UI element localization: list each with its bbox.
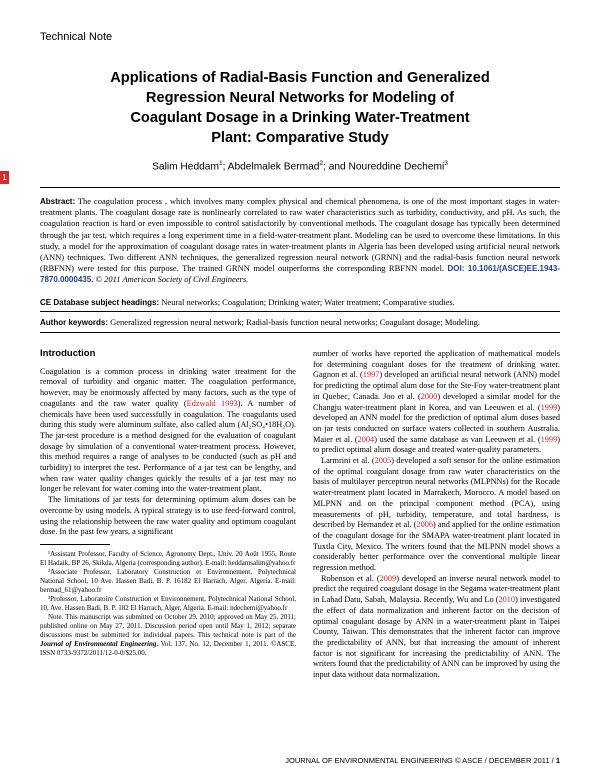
journal-name: Journal of Environmental Engineering <box>40 639 157 648</box>
paragraph-text: ) used the same database as van Leeuwen et al. ( <box>374 434 541 444</box>
paragraph-text: Robenson et al. ( <box>321 573 380 583</box>
citation-link[interactable]: 1999 <box>540 402 558 412</box>
right-column <box>313 349 560 681</box>
keywords-top-rule <box>40 311 560 312</box>
paragraph-text: Coagulation is a common process in drinking water treatment for the removal of turbidity and organic matter. The coagulation performance, however, may be enormously affected by many factors, such as the type of coagulants and the raw water quality ( <box>40 366 296 408</box>
page-footer <box>285 756 560 765</box>
subject-headings <box>40 297 560 308</box>
author-affiliation-mark: 1 <box>218 160 223 167</box>
title-line: Plant: Comparative Study <box>211 130 389 146</box>
left-column <box>40 349 296 658</box>
copyright-notice: © 2011 American Society of Civil Engineers. <box>93 274 249 285</box>
title-line: Regression Neural Networks for Modeling of <box>145 90 455 106</box>
author-separator: ; <box>222 161 228 173</box>
paragraph-text: ) developed a soft sensor for the online estimation of the optimal coagulant dosage from raw water characteristics on the basis of multilayer perceptron neural networks (MLPNNs) for the Rocade water-treatment plant located in Marrakech, Morocco. A model based on MLPNN and on the principal component method (PCA), using measurements of pH, turbidity, temperature, and total hardness, is described by Hernandez et al. ( <box>313 456 560 530</box>
abstract-body: The coagulation process , which involves many complex physical and chemical phenomena, is one of the most important stages in water-treatment plants. The coagulant dosage rate is nonlinearly correlated to raw water characteristics such as turbidity, conductivity, and pH. As such, the coagulation reaction is hard or even impossible to control satisfactorily by conventional methods. The coagulant dosage has typically been determined through the jar test, which requires a long experiment time in a field-water-treatment plant. Modeling can be used to overcome these limitations. In this study, a model for the approximation of coagulant dosage rates in water-treatment plants in Algeria has been developed using artificial neural network (ANN) techniques. Two different ANN techniques, the generalized regression neural network (GRNN) and the radial-basis function neural network (RBFNN) were tested for this purpose. The trained GRNN model outperforms the corresponding RBFNN model. <box>40 196 560 274</box>
body-paragraph <box>40 367 296 495</box>
author-affiliation-mark: 3 <box>444 160 448 167</box>
abstract-top-rule <box>40 187 560 188</box>
note-text: , Vol. 137, No. 12, December 1, 2011. ©ASCE, ISSN 0733-9372/2011/12-0-0/$25.00. <box>40 639 296 657</box>
author-name: Salim Heddam <box>152 161 219 173</box>
author-separator: ; and <box>323 161 349 173</box>
citation-link[interactable]: 2005 <box>374 456 392 466</box>
body-paragraph: The limitations of jar tests for determining optimum alum doses can be overcome by using models. A typical strategy is to use feed-forward control, using the relationship between the raw water quality and optimum coagulant dose. In the past few years, a significant <box>40 495 296 537</box>
note-text: Note. This manuscript was submitted on October 29, 2010; approved on May 25, 2011; published online on May 27, 2011. Discussion period open until May 1, 2012; separate discussions must be submitted for individual papers. This technical note is part of the <box>40 612 296 639</box>
author-name: Abdelmalek Bermad <box>227 161 320 173</box>
citation-link[interactable]: 2000 <box>420 391 438 401</box>
paragraph-text: Larmrini et al. ( <box>321 456 375 466</box>
subject-headings-label: CE Database subject headings: <box>40 298 160 307</box>
author-affiliation-mark: 2 <box>319 160 324 167</box>
author-name: Noureddine Dechemi <box>348 161 445 173</box>
paragraph-text: ) to predict optimal alum dosage and treated water-quality parameters. <box>313 434 560 455</box>
paragraph-text: ) investigated the effect of data normalization and inherent factor on the decision of optimal coagulant dosage by ANN in a water-treatment plant in Taipei County, Taiwan. This demonstrates that the inherent factor can improve the predictability of ANN, but that increasing the amount of inherent factor is not significant for increasing the predictability of ANN. The writers found that the predictability of ANN can be improved by using the input data without data normalization. <box>313 595 560 680</box>
citation-link[interactable]: 1999 <box>540 434 558 444</box>
title-line: Coagulant Dosage in a Drinking Water-Treatment <box>130 110 470 126</box>
author-list <box>40 160 560 172</box>
citation-link[interactable]: 2004 <box>357 434 375 444</box>
paragraph-text: ) developed an inverse neural network model to predict the required coagulant dosage in the Segama water-treatment plant in Lahad Datu, Sabah, Malaysia. Recently, Wu and Lo ( <box>313 573 560 605</box>
abstract <box>40 196 560 286</box>
body-paragraph <box>313 349 560 456</box>
author-keywords <box>40 317 560 328</box>
paragraph-text: ) developed a similar model for the Changju water-treatment plant in Korea, and van Leeuwen et al. ( <box>313 391 560 412</box>
citation-link[interactable]: Edzwald 1993 <box>186 398 238 408</box>
footnote-rule <box>40 544 110 545</box>
paragraph-text: ) developed an artificial neural network (ANN) model for predicting the optimal alum dose for the Ste-Foy water-treatment plant in Quebec, Canada. Joo et al. ( <box>313 370 560 401</box>
title-line: Applications of Radial-Basis Function and Generalized <box>110 70 490 86</box>
citation-link[interactable]: 2009 <box>379 573 397 583</box>
paragraph-text: ). A number of chemicals have been used successfully in coagulation. The coagulants used during this study were aluminum sulfate, also called alum (Al₂SO₄•18H₂O). The jar-test procedure is a method designed for the evaluation of coagulant dosage by simulation of a conventional water-treatment process. However, this method requires a range of analyses to be conducted (such as pH and turbidity) to interpret the test. Performance of a jar test can be lengthy, and when raw water quality changes quickly the results of a jar test may no longer be relevant for water coming into the water-treatment plant. <box>40 398 296 494</box>
paper-title <box>40 68 560 148</box>
page-marker-badge: 1 <box>0 171 9 184</box>
submission-note <box>40 613 296 658</box>
abstract-label: Abstract: <box>40 197 76 206</box>
subject-headings-text: Neural networks; Coagulation; Drinking water; Water treatment; Comparative studies. <box>159 297 455 307</box>
paragraph-text: ) and applied for the online estimation of the coagulant dosage for the SMAPA water-treatment plant located in Tuxtla City, Mexico. The writers found that the MLPNN model shows a considerably better performance over the conventional multiple linear regression method. <box>313 520 560 573</box>
paragraph-text: number of works have reported the application of mathematical models for determining coagulant doses for the treatment of drinking water. Gagnon et al. ( <box>313 349 560 380</box>
footnote: ²Associate Professor, Laboratory Construction et Environnement, Polytechnical National School, 10 Ave. Hassen Badi, B. P. 16182 El Harrach, Alger, Algeria. E-mail: bermad_61@yahoo.fr <box>40 567 296 594</box>
page-number: 1 <box>555 756 560 765</box>
footnote: ¹Assistant Professor, Faculty of Science, Agronomy Dept., Univ. 20 Août 1955, Route El Hadaik, BP 26, Skikda, Algeria (corresponding author). E-mail: heddamsalim@yahoo.fr <box>40 549 296 567</box>
author-keywords-label: Author keywords: <box>40 318 109 327</box>
citation-link[interactable]: 2006 <box>416 520 434 530</box>
doi-link[interactable]: DOI: 10.1061/(ASCE)EE.1943-7870.0000435. <box>40 264 560 285</box>
body-paragraph <box>313 456 560 574</box>
keywords-bottom-rule <box>40 332 560 333</box>
section-heading: Introduction <box>40 348 96 359</box>
section-label: Technical Note <box>40 31 113 43</box>
paragraph-text: ) developed an ANN model for the prediction of optimal alum doses based on jar tests conducted on surface waters collected in southern Australia. Maier et al. ( <box>313 402 560 444</box>
body-paragraph <box>313 574 560 681</box>
citation-link[interactable]: 2010 <box>498 595 516 605</box>
footer-journal: JOURNAL OF ENVIRONMENTAL ENGINEERING © ASCE / DECEMBER 2011 / <box>285 756 556 765</box>
citation-link[interactable]: 1997 <box>362 370 380 380</box>
footnote: ³Professor, Laboratoire Construction et Environnement, Polytechnical National School, 10, Ave. Hassen Badi, B. P. 182 El Harrach, Alger, Algeria. E-mail: ndechemi@yahoo.fr <box>40 594 296 612</box>
author-keywords-text: Generalized regression neural network; Radial-basis function neural networks; Coagulant dosage; Modeling. <box>108 317 481 327</box>
